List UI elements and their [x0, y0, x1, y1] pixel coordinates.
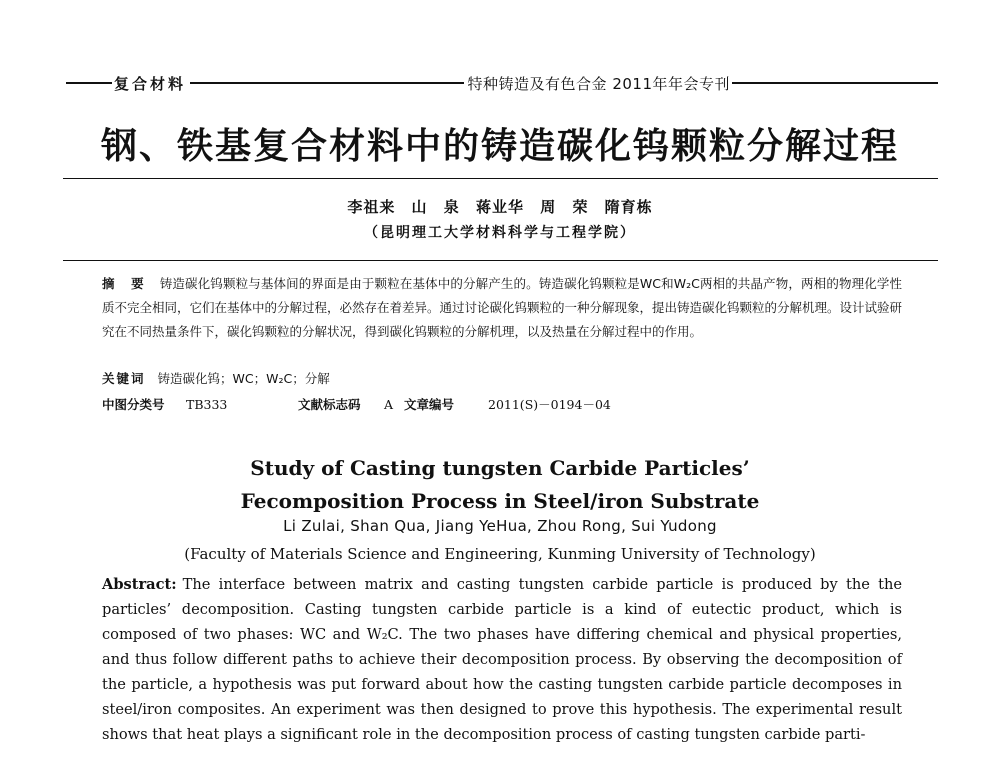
- keywords-cn-label: 关键词: [102, 371, 146, 386]
- paper-title-en-line1: Study of Casting tungsten Carbide Particles’: [250, 456, 750, 480]
- document-code-value: A: [384, 397, 394, 412]
- document-code-label: 文献标志码: [298, 397, 361, 412]
- paper-title-cn: 钢、铁基复合材料中的铸造碳化钨颗粒分解过程: [100, 126, 899, 167]
- abstract-cn: [102, 272, 902, 344]
- header-journal: 特种铸造及有色合金 2011年年会专刊: [467, 74, 730, 93]
- abstract-cn-label: 摘 要: [102, 276, 150, 291]
- keywords-cn: [102, 369, 902, 389]
- class-number-value: TB333: [186, 397, 228, 412]
- abstract-en: [102, 572, 902, 747]
- abstract-en-label: Abstract:: [102, 576, 177, 593]
- affiliation-en: (Faculty of Materials Science and Engineering, Kunming University of Technology): [184, 545, 816, 563]
- article-number-label: 文章编号: [404, 397, 455, 412]
- author-divider: [63, 260, 938, 261]
- article-number-value: 2011(S)－0194－04: [488, 397, 611, 412]
- paper-title-en-line2: Fecomposition Process in Steel/iron Substrate: [240, 489, 760, 513]
- header-rule-middle: [190, 82, 464, 84]
- paper-title-en: [60, 452, 940, 518]
- header-rule-right: [732, 82, 938, 84]
- affiliation-cn: （昆明理工大学材料科学与工程学院）: [364, 225, 636, 241]
- header-rule-left: [66, 82, 112, 84]
- authors-en: Li Zulai, Shan Qua, Jiang YeHua, Zhou Rong, Sui Yudong: [283, 517, 717, 535]
- class-number-label: 中图分类号: [102, 397, 165, 412]
- authors-cn: 李祖来 山 泉 蒋业华 周 荣 隋育栋: [347, 198, 653, 216]
- abstract-cn-text: 铸造碳化钨颗粒与基体间的界面是由于颗粒在基体中的分解产生的。铸造碳化钨颗粒是WC和W₂C两相的共晶产物，两相的物理化学性质不完全相同，它们在基体中的分解过程，必然存在着差异。通过讨论碳化钨颗粒的一种分解现象，提出铸造碳化钨颗粒的分解机理。设计试验研究在不同热量条件下，碳化钨颗粒的分解状况，得到碳化钨颗粒的分解机理，以及热量在分解过程中的作用。: [102, 276, 903, 339]
- header-section: 复合材料: [114, 74, 187, 93]
- abstract-en-text: The interface between matrix and casting tungsten carbide particle is produced by the the particles’ decomposition. Casting tungsten carbide particle is a kind of eutectic product, which is composed of two phases: WC and W₂C. The two phases have differing chemical and physical properties, and thus follow different paths to achieve their decomposition process. By observing the decomposition of the particle, a hypothesis was put forward about how the casting tungsten carbide particle decomposes in steel/iron composites. An experiment was then designed to prove this hypothesis. The experimental result shows that heat plays a significant role in the decomposition process of casting tungsten carbide parti-: [102, 576, 902, 743]
- running-header: [66, 72, 938, 94]
- title-divider: [63, 178, 938, 179]
- classification-row: [102, 395, 902, 415]
- keywords-cn-text: 铸造碳化钨；WC；W₂C；分解: [157, 371, 330, 386]
